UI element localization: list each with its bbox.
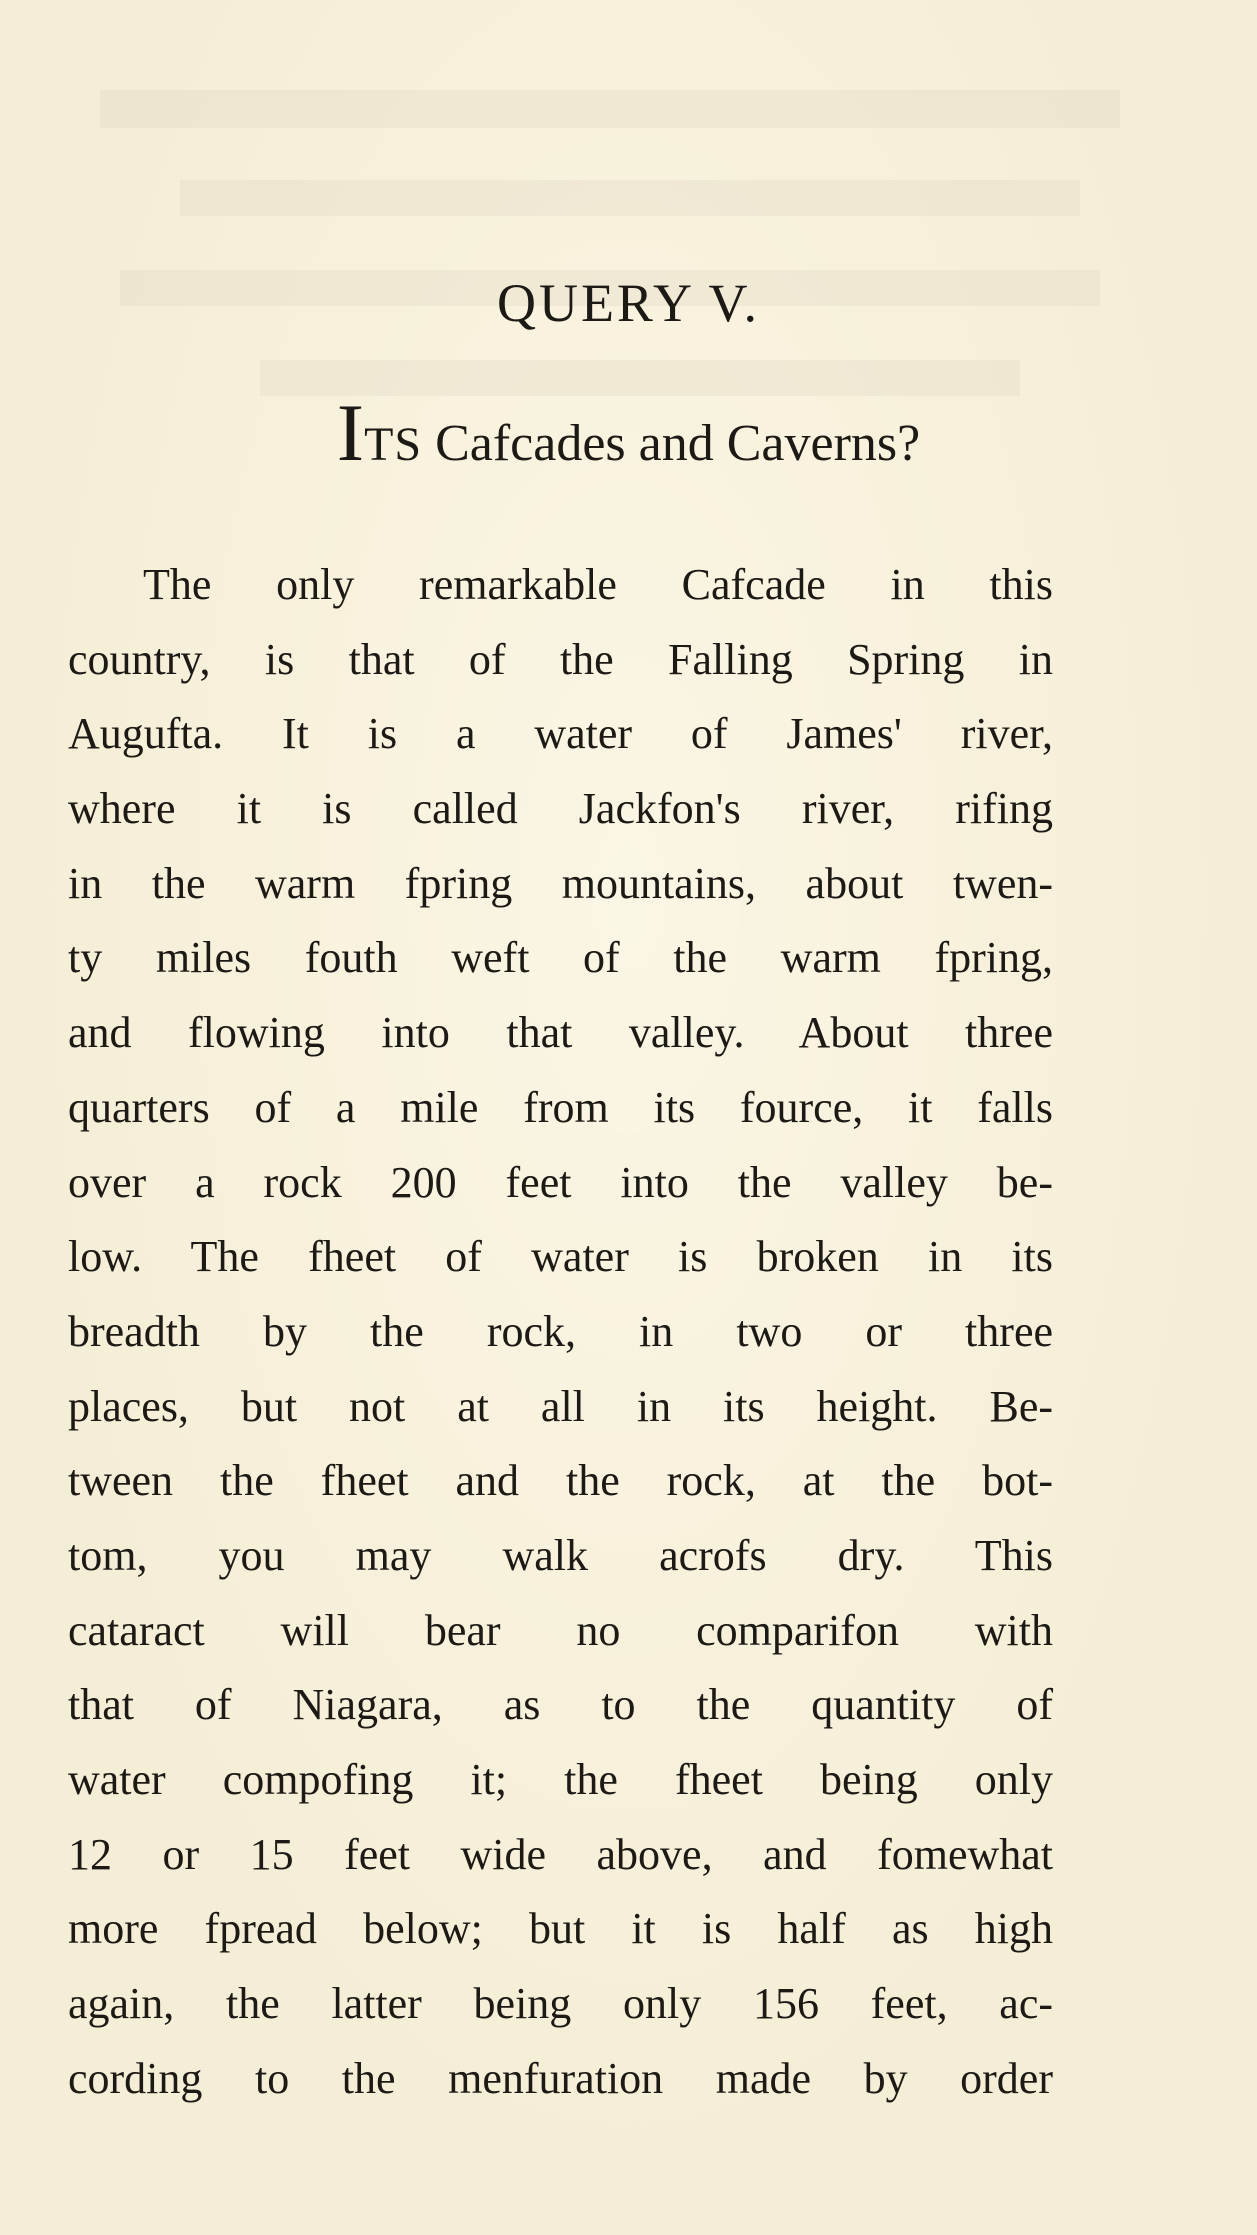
text-line: breadth by the rock, in two or three <box>68 1306 1053 1356</box>
text-line: over a rock 200 feet into the valley be- <box>68 1157 1053 1207</box>
text-line: cording to the menfuration made by order <box>68 2053 1053 2103</box>
text-line: water compofing it; the fheet being only <box>68 1755 1053 1804</box>
query-title: QUERY V. <box>496 273 761 333</box>
text-line: Augufta. It is a water of James' river, <box>68 709 1053 759</box>
text-line: cataract will bear no comparifon with <box>68 1605 1053 1655</box>
text-line: quarters of a mile from its fource, it falls <box>68 1082 1053 1132</box>
text-line: ty miles fouth weft of the warm fpring, <box>68 933 1053 983</box>
subtitle-dropcap: I <box>336 387 365 478</box>
body-paragraph <box>68 548 1053 2116</box>
text-line: and flowing into that valley. About three <box>68 1008 1053 1058</box>
text-line: places, but not at all in its height. Be- <box>68 1381 1053 1431</box>
text-line: low. The fheet of water is broken in its <box>68 1232 1053 1282</box>
text-line: country, is that of the Falling Spring in <box>68 634 1053 684</box>
text-line: in the warm fpring mountains, about twen- <box>68 858 1053 908</box>
text-line: more fpread below; but it is half as high <box>68 1904 1053 1954</box>
text-line: The only remarkable Cafcade in this <box>143 560 1053 609</box>
text-line: tween the fheet and the rock, at the bot- <box>68 1456 1053 1506</box>
subtitle-rest: Cafcades and Caverns? <box>422 415 921 472</box>
text-line: where it is called Jackfon's river, rifing <box>68 784 1053 834</box>
query-subtitle <box>0 387 1257 478</box>
subtitle-smallcaps: TS <box>364 418 423 471</box>
text-line: tom, you may walk acrofs dry. This <box>68 1530 1053 1580</box>
text-line: 12 or 15 feet wide above, and fomewhat <box>68 1829 1053 1879</box>
text-line: that of Niagara, as to the quantity of <box>68 1680 1053 1730</box>
text-line: again, the latter being only 156 feet, ac- <box>68 1979 1053 2029</box>
